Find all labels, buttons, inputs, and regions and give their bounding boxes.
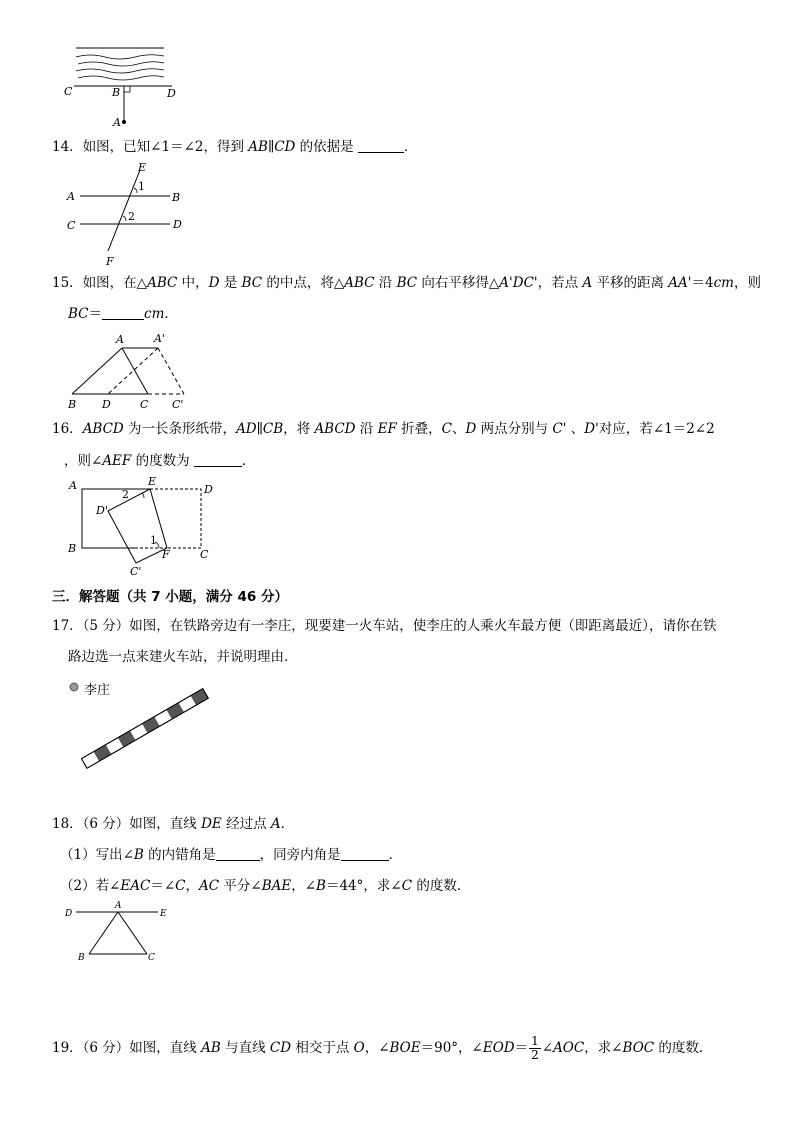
question-16-line2: ，则∠AEF 的度数为 ． (64, 453, 256, 469)
fig16-label-d: D (204, 483, 213, 496)
question-19: 19．（6 分）如图，直线 AB 与直线 CD 相交于点 O，∠BOE＝90°，∠EOD＝ $\frac{1}{2}$ ∠AOC，求∠BOC 的度数． (52, 1034, 713, 1062)
fig13-label-d: D (167, 87, 176, 100)
fig18-label-a: A (115, 901, 122, 911)
section-heading: 三．解答题（共 7 小题，满分 46 分） (52, 589, 288, 605)
fig16-label-e: E (148, 476, 157, 488)
fig14-label-d: D (173, 218, 182, 231)
fig16-label-2: 2 (122, 488, 129, 501)
figure-q13 (60, 40, 190, 130)
fig14-label-e: E (138, 161, 147, 174)
question-18-part1: （1）写出∠B 的内错角是 ，同旁内角是 ． (60, 847, 403, 863)
fig18-label-c: C (148, 953, 155, 963)
fig13-label-c: C (64, 85, 73, 98)
fig16-label-a: A (69, 479, 77, 492)
fig15-label-d: D (102, 398, 111, 411)
fig16-label-c-prime: C' (130, 565, 142, 578)
fig14-label-1: 1 (138, 180, 145, 193)
question-14: 14．如图，已知∠1＝∠2，得到 AB∥CD 的依据是 ． (52, 139, 418, 155)
question-16: 16．ABCD 为一长条形纸带，AD∥CB，将 ABCD 沿 EF 折叠，C、D 两点分别与 C' 、D'对应，若∠1＝2∠2 (52, 421, 715, 437)
figure-q15 (60, 330, 200, 412)
fig16-label-b: B (68, 542, 77, 555)
answer-blank-16[interactable] (194, 452, 242, 467)
figure-q14 (60, 158, 200, 270)
fig16-label-c: C (200, 548, 209, 561)
question-18-part2: （2）若∠EAC＝∠C，AC 平分∠BAE，∠B＝44°，求∠C 的度数． (60, 878, 471, 894)
fig14-label-b: B (172, 191, 181, 204)
question-15: 15．如图，在△ABC 中，D 是 BC 的中点，将△ABC 沿 BC 向右平移得△A'DC'，若点 A 平移的距离 AA'＝4cm，则 (52, 275, 761, 291)
fig14-label-a: A (67, 190, 75, 203)
fig16-label-1: 1 (150, 534, 157, 547)
fig16-label-f: F (162, 548, 170, 561)
answer-blank-18b[interactable] (341, 846, 389, 861)
question-17: 17．（5 分）如图，在铁路旁边有一李庄，现要建一火车站，使李庄的人乘火车最方便（即距离最近），请你在铁 (52, 618, 717, 634)
village-marker-icon (70, 683, 78, 691)
fig15-label-a: A (116, 333, 124, 346)
fig18-label-e: E (160, 909, 167, 919)
fig14-label-c: C (67, 219, 76, 232)
fig13-label-b: B (112, 86, 121, 99)
fig15-label-a-prime: A' (154, 332, 165, 345)
fraction-one-half: $\frac{1}{2}$ (531, 1034, 539, 1062)
answer-blank-15[interactable] (102, 305, 144, 320)
question-18: 18．（6 分）如图，直线 DE 经过点 A． (52, 816, 295, 832)
question-17-line2: 路边选一点来建火车站，并说明理由． (68, 649, 298, 665)
answer-blank-18a[interactable] (216, 846, 260, 861)
figure-q18 (60, 898, 180, 968)
answer-blank-14[interactable] (358, 138, 404, 153)
fig18-label-d: D (65, 909, 73, 919)
village-label: 李庄 (84, 683, 111, 698)
figure-q16 (60, 476, 220, 580)
fig15-label-c: C (140, 398, 149, 411)
fig15-label-b: B (68, 398, 77, 411)
fig18-label-b: B (78, 953, 85, 963)
question-15-line2: BC＝ cm． (68, 306, 178, 322)
fig13-label-a: A (113, 116, 121, 129)
fig16-label-d-prime: D' (96, 504, 108, 517)
fig14-label-2: 2 (128, 210, 135, 223)
fig15-label-c-prime: C' (172, 398, 184, 411)
fig14-label-f: F (106, 255, 114, 268)
